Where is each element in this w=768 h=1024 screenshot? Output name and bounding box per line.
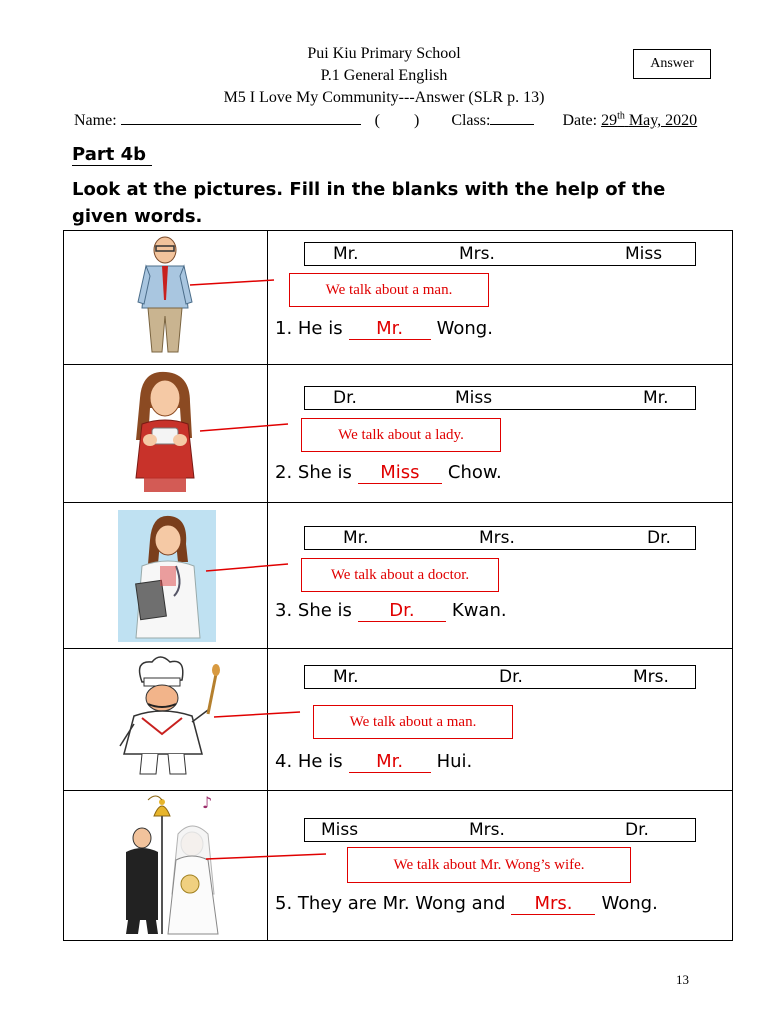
choice: Mrs. bbox=[479, 528, 515, 548]
sentence-1 bbox=[275, 318, 493, 340]
school-name: Pui Kiu Primary School bbox=[307, 45, 461, 62]
sentence-4 bbox=[275, 751, 472, 773]
instructions: Look at the pictures. Fill in the blanks with the help of the given words. bbox=[72, 179, 666, 227]
row-divider bbox=[63, 790, 733, 791]
word-choices bbox=[304, 386, 696, 410]
sentence-suffix: Wong. bbox=[601, 893, 658, 914]
word-choices bbox=[304, 818, 696, 842]
choice: Dr. bbox=[333, 388, 357, 408]
word-choices bbox=[304, 526, 696, 550]
sentence-suffix: Wong. bbox=[436, 318, 493, 339]
choice: Mrs. bbox=[633, 667, 669, 687]
sentence-3 bbox=[275, 600, 507, 622]
class-blank bbox=[490, 110, 534, 125]
choice: Mr. bbox=[343, 528, 369, 548]
hint-box: We talk about a doctor. bbox=[301, 558, 499, 592]
sentence-2 bbox=[275, 462, 502, 484]
pointer-line bbox=[214, 710, 300, 720]
answer-blank[interactable]: Mrs. bbox=[511, 893, 595, 915]
name-label: Name: bbox=[74, 112, 117, 129]
row-divider bbox=[63, 364, 733, 365]
chef-icon bbox=[112, 654, 224, 780]
man-in-suit-icon bbox=[130, 236, 200, 358]
date-value bbox=[601, 112, 697, 129]
date-day: 29 bbox=[601, 112, 618, 129]
choice: Dr. bbox=[625, 820, 649, 840]
course-title: P.1 General English bbox=[320, 67, 448, 84]
class-label: Class: bbox=[451, 112, 491, 129]
choice: Mr. bbox=[643, 388, 669, 408]
sentence-prefix: 3. She is bbox=[275, 600, 352, 621]
pointer-line bbox=[206, 562, 288, 574]
part-title bbox=[72, 144, 152, 165]
date-month-year: May, 2020 bbox=[628, 112, 698, 129]
column-divider bbox=[267, 230, 268, 941]
answer-blank[interactable]: Dr. bbox=[358, 600, 446, 622]
answer-blank[interactable]: Miss bbox=[358, 462, 442, 484]
hint-box: We talk about a lady. bbox=[301, 418, 501, 452]
choice: Mrs. bbox=[469, 820, 505, 840]
row-divider bbox=[63, 502, 733, 503]
sentence-prefix: 4. He is bbox=[275, 751, 343, 772]
sentence-5 bbox=[275, 893, 658, 915]
name-blank bbox=[121, 110, 361, 125]
date-suffix: th bbox=[617, 110, 625, 122]
choice: Miss bbox=[455, 388, 493, 408]
choice: Dr. bbox=[647, 528, 671, 548]
class-number-open: ( bbox=[374, 112, 380, 129]
class-number-close: ) bbox=[413, 112, 420, 129]
student-info-row bbox=[74, 110, 734, 130]
wedding-couple-icon bbox=[118, 794, 222, 936]
sentence-suffix: Chow. bbox=[447, 462, 502, 483]
sentence-suffix: Hui. bbox=[436, 751, 473, 772]
answer-badge: Answer bbox=[633, 49, 711, 79]
answer-blank[interactable]: Mr. bbox=[349, 751, 431, 773]
part-title-text: Part 4b bbox=[72, 144, 152, 166]
young-woman-icon bbox=[122, 368, 208, 496]
page-number: 13 bbox=[676, 972, 689, 987]
word-choices bbox=[304, 665, 696, 689]
pointer-line bbox=[206, 852, 326, 862]
date-label: Date: bbox=[562, 112, 598, 129]
choice: Dr. bbox=[499, 667, 523, 687]
hint-box: We talk about Mr. Wong’s wife. bbox=[347, 847, 631, 883]
unit-title: M5 I Love My Community---Answer (SLR p. 13) bbox=[223, 89, 545, 106]
row-divider bbox=[63, 648, 733, 649]
svg-text:♪: ♪ bbox=[202, 793, 213, 812]
choice: Miss bbox=[321, 820, 359, 840]
word-choices bbox=[304, 242, 696, 266]
choice: Mr. bbox=[333, 244, 359, 264]
pointer-line bbox=[200, 422, 288, 434]
sentence-suffix: Kwan. bbox=[451, 600, 507, 621]
woman-doctor-icon bbox=[118, 510, 216, 642]
hint-box: We talk about a man. bbox=[289, 273, 489, 307]
sentence-prefix: 5. They are Mr. Wong and bbox=[275, 893, 506, 914]
answer-blank[interactable]: Mr. bbox=[349, 318, 431, 340]
choice: Mrs. bbox=[459, 244, 495, 264]
choice: Mr. bbox=[333, 667, 359, 687]
pointer-line bbox=[190, 278, 274, 288]
hint-box: We talk about a man. bbox=[313, 705, 513, 739]
choice: Miss bbox=[625, 244, 663, 264]
sentence-prefix: 1. He is bbox=[275, 318, 343, 339]
sentence-prefix: 2. She is bbox=[275, 462, 352, 483]
